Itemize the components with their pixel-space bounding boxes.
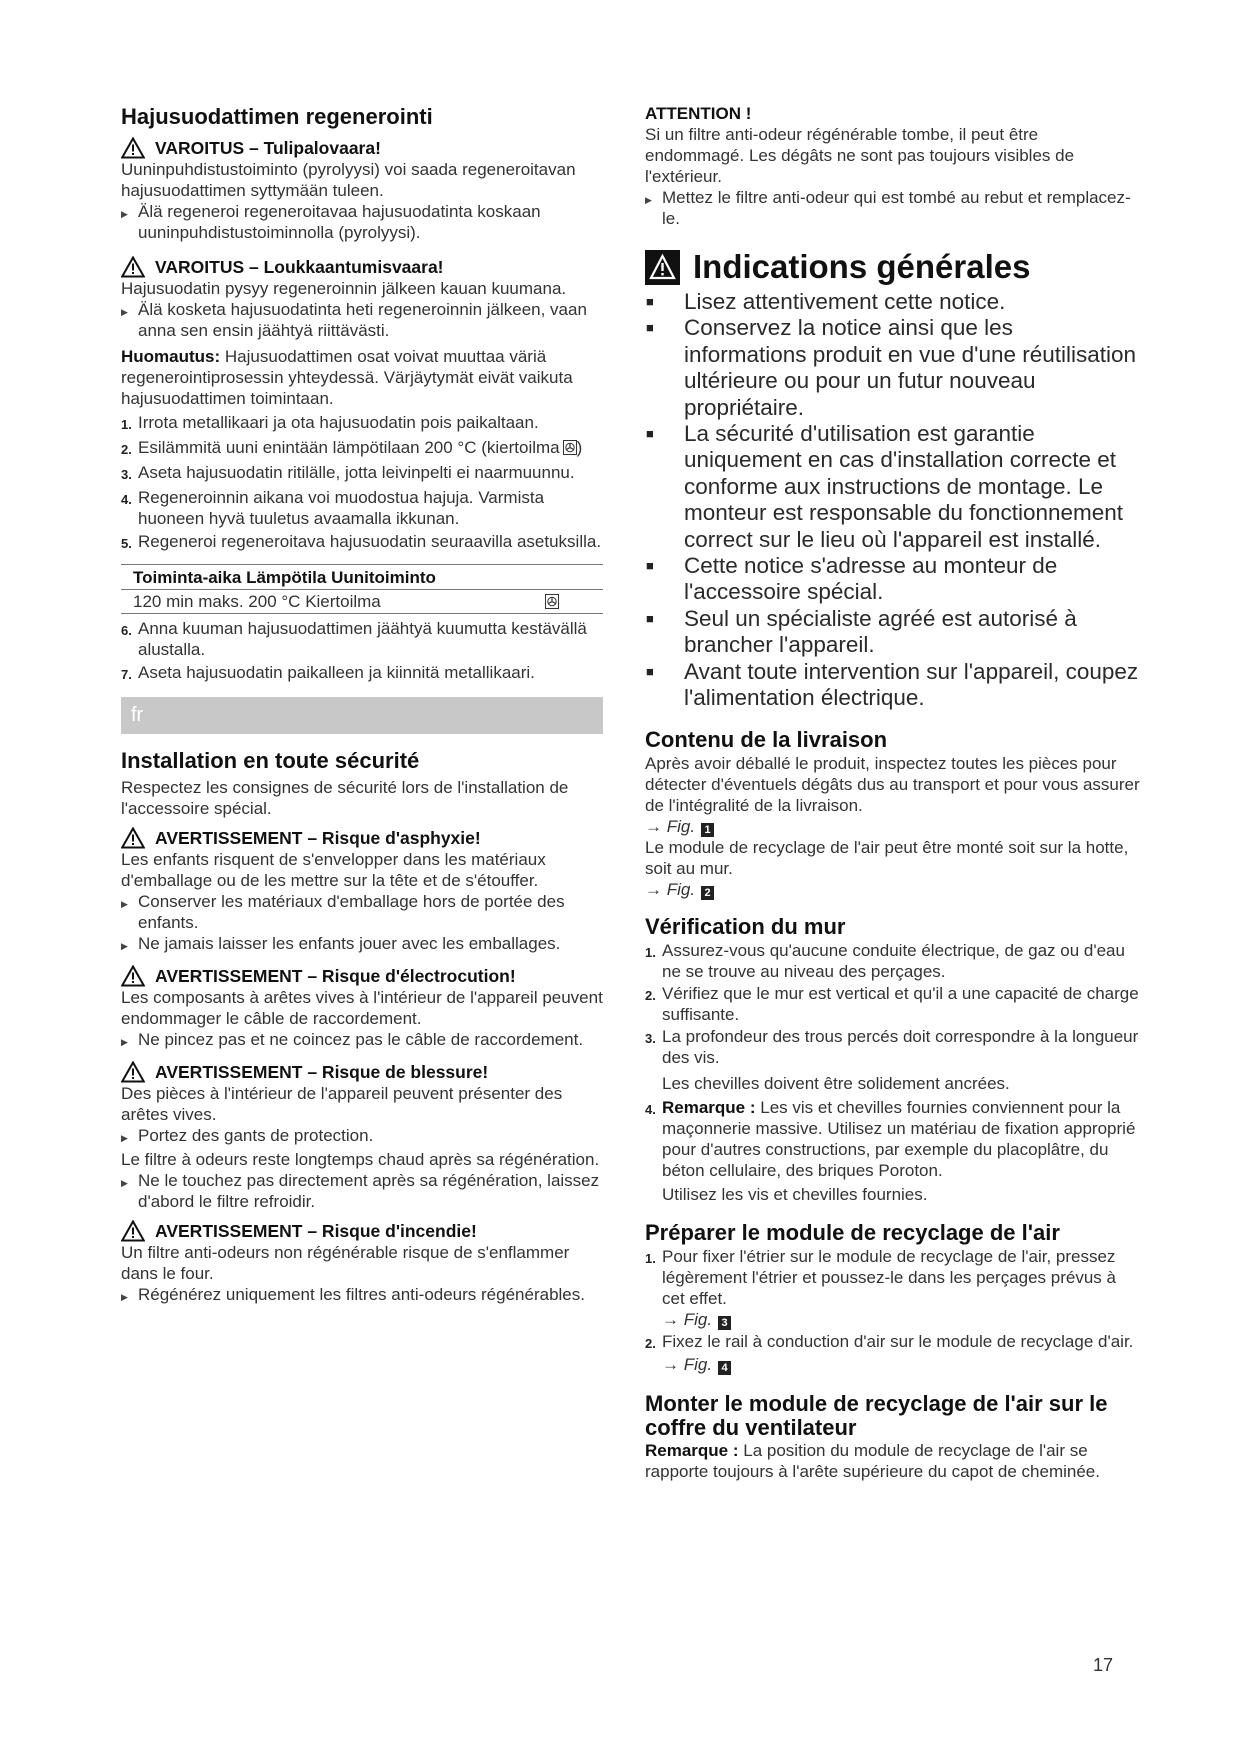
step-text: Fixez le rail à conduction d'air sur le module de recyclage d'air. (662, 1331, 1134, 1351)
bullet-item (121, 1029, 603, 1053)
list-item-text: Avant toute intervention sur l'appareil, coupez l'alimentation électrique. (684, 658, 1139, 711)
section-heading-installation: Installation en toute sécurité (121, 748, 420, 773)
step-item (121, 462, 603, 485)
right-column (645, 103, 1140, 1482)
bullet-text: Mettez le filtre anti-odeur qui est tombé au rebut et remplacez-le. (662, 188, 1131, 228)
bullet-arrow-icon: ▶ (121, 899, 128, 909)
warning-text: Les composants à arêtes vives à l'intérieur de l'appareil peuvent endommager le câble de raccordement. (121, 988, 603, 1028)
step-number: 3. (121, 467, 132, 482)
left-column (121, 103, 603, 1308)
section-heading-regeneration: Hajusuodattimen regenerointi (121, 104, 433, 129)
fan-mode-icon (563, 440, 577, 455)
step-text: Vérifiez que le mur est vertical et qu'il a une capacité de charge suffisante. (662, 983, 1139, 1024)
square-bullet-icon: ■ (646, 663, 654, 679)
step-item (645, 1331, 1140, 1354)
square-bullet-icon: ■ (646, 294, 654, 309)
bullet-item (121, 201, 603, 243)
step-text-wrap (138, 437, 582, 460)
step-item (121, 662, 603, 685)
step-number: 4. (645, 1101, 656, 1117)
note-text: Hajusuodattimen osat voivat muuttaa väriä regenerointiprosessin yhteydessä. Värjäytymät eivät vaikuta hajusuodattimen toimintaan. (121, 347, 573, 408)
step-text: Assurez-vous qu'aucune conduite électrique, de gaz ou d'eau ne se trouve au niveau des perçages. (662, 940, 1125, 981)
list-item-text: La sécurité d'utilisation est garantie uniquement en cas d'installation correcte et conforme aux instructions de montage. Le monteur est responsable du fonctionnement correct sur le lieu où l'appareil est installé. (684, 421, 1124, 552)
warning-text: Des pièces à l'intérieur de l'appareil peuvent présenter des arêtes vives. (121, 1084, 563, 1124)
page-number: 17 (1093, 1655, 1114, 1675)
indications-heading (645, 247, 1140, 287)
warning-box-icon (645, 250, 680, 285)
list-item (645, 553, 1140, 606)
warning-title-fire (121, 137, 603, 159)
step-number: 1. (121, 417, 132, 432)
figure-ref-text: → Fig. (662, 1354, 713, 1374)
install-intro: Respectez les consignes de sécurité lors de l'installation de l'accessoire spécial. (121, 778, 569, 818)
bullet-arrow-icon: ▶ (121, 1037, 128, 1047)
square-bullet-icon: ■ (646, 320, 654, 336)
step-item (645, 1246, 1140, 1309)
warning-triangle-icon (121, 256, 145, 278)
step-number: 4. (121, 492, 132, 507)
table-header (121, 565, 603, 590)
bullet-item (121, 933, 603, 957)
step-text: Regeneroi regeneroitava hajusuodatin seuraavilla asetuksilla. (138, 532, 602, 551)
step-item (121, 437, 603, 460)
step-text-suffix: ) (576, 438, 583, 457)
step-text: Aseta hajusuodatin paikalleen ja kiinnitä metallikaari. (138, 663, 535, 682)
figure-number-badge: 2 (701, 886, 714, 900)
indications-list (645, 289, 1140, 712)
step-number: 1. (645, 944, 656, 960)
list-item (645, 289, 1140, 315)
step-item (121, 618, 603, 660)
warning-title-text: AVERTISSEMENT – Risque de blessure! (155, 1062, 489, 1082)
warning-text: Un filtre anti-odeurs non régénérable risque de s'enflammer dans le four. (121, 1243, 570, 1283)
list-item (645, 659, 1140, 712)
figure-reference (645, 1309, 1140, 1330)
bullet-item (645, 187, 1140, 229)
bullet-text: Ne jamais laisser les enfants jouer avec les emballages. (138, 934, 561, 953)
bullet-arrow-icon: ▶ (121, 307, 128, 317)
list-item-text: Seul un spécialiste agréé est autorisé à brancher l'appareil. (684, 605, 1077, 658)
step-number: 1. (645, 1250, 656, 1266)
step-item (645, 983, 1140, 1025)
step-item (645, 940, 1140, 982)
step-text: Anna kuuman hajusuodattimen jäähtyä kuumutta kestävällä alustalla. (138, 619, 587, 659)
list-item-text: Conservez la notice ainsi que les informations produit en vue d'une réutilisation ultérieure ou pour un futur nouveau propriétaire. (684, 315, 1137, 420)
bullet-arrow-icon: ▶ (121, 1133, 128, 1143)
step-number: 2. (121, 442, 132, 457)
contenu-text: Après avoir déballé le produit, inspectez toutes les pièces pour détecter d'éventuels dégâts dus au transport et pour vous assurer de l'intégralité de la livraison. (645, 753, 1140, 815)
step-number: 3. (645, 1030, 656, 1046)
figure-number-badge: 4 (718, 1361, 731, 1375)
step-number: 6. (121, 623, 132, 638)
settings-table (121, 564, 603, 614)
step-number: 2. (645, 1335, 656, 1351)
section-heading-contenu: Contenu de la livraison (645, 726, 888, 752)
warning-triangle-icon (121, 827, 145, 849)
figure-ref-text: → Fig. (645, 879, 696, 899)
step-text: Aseta hajusuodatin ritilälle, jotta leivinpelti ei naarmuunnu. (138, 463, 575, 482)
attention-title: ATTENTION ! (645, 104, 752, 123)
bullet-item (121, 1125, 603, 1149)
figure-number-badge: 1 (701, 823, 714, 837)
step-note: Utilisez les vis et chevilles fournies. (662, 1184, 928, 1204)
step-item (121, 412, 603, 435)
warning-title-fire-fr (121, 1220, 603, 1242)
warning-triangle-icon (121, 965, 145, 987)
fan-mode-icon (545, 594, 559, 609)
bullet-text: Älä kosketa hajusuodatinta heti regeneroinnin jälkeen, vaan anna sen ensin jäähtyä riittävästi. (138, 300, 587, 340)
bullet-arrow-icon: ▶ (645, 195, 652, 205)
table-header-duration: Toiminta-aika (133, 568, 242, 587)
bullet-text: Ne le touchez pas directement après sa régénération, laissez d'abord le filtre refroidir. (138, 1171, 600, 1211)
square-bullet-icon: ■ (646, 558, 654, 574)
square-bullet-icon: ■ (646, 426, 654, 442)
step-text-wrap (662, 1097, 1140, 1181)
step-item (645, 1026, 1140, 1068)
bullet-text: Älä regeneroi regeneroitavaa hajusuodatinta koskaan uuninpuhdistustoiminnolla (pyrolyysi). (138, 202, 541, 242)
warning-text: Hajusuodatin pysyy regeneroinnin jälkeen kauan kuumana. (121, 279, 567, 298)
figure-number-badge: 3 (718, 1316, 731, 1330)
step-number: 2. (645, 987, 656, 1003)
warning-title-injury (121, 256, 603, 278)
section-heading-monter: Monter le module de recyclage de l'air sur le coffre du ventilateur (645, 1390, 1108, 1440)
attention-text: Si un filtre anti-odeur régénérable tombe, il peut être endommagé. Les dégâts ne sont pas toujours visibles de l'extérieur. (645, 125, 1075, 186)
list-item (645, 421, 1140, 553)
bullet-text: Ne pincez pas et ne coincez pas le câble de raccordement. (138, 1030, 584, 1049)
step-item (121, 531, 603, 554)
figure-reference (645, 1354, 1140, 1375)
bullet-item (121, 1284, 603, 1308)
bullet-item (121, 891, 603, 933)
table-header-temp: Lämpötila (246, 568, 327, 587)
step-note: Les chevilles doivent être solidement ancrées. (662, 1073, 1010, 1093)
prep-steps (645, 1246, 1140, 1375)
warning-title-injury-fr (121, 1061, 603, 1083)
step-number: 5. (121, 536, 132, 551)
step-item (645, 1097, 1140, 1181)
table-header-mode: Uunitoiminto (331, 568, 436, 587)
step-text: La profondeur des trous percés doit correspondre à la longueur des vis. (662, 1026, 1139, 1067)
step-number: 7. (121, 667, 132, 682)
language-tag-bar (121, 697, 603, 734)
list-item-text: Lisez attentivement cette notice. (684, 289, 1006, 314)
bullet-text: Portez des gants de protection. (138, 1126, 374, 1145)
step-item (121, 487, 603, 529)
warning-title-electrocution (121, 965, 603, 987)
warning-title-text: AVERTISSEMENT – Risque d'asphyxie! (155, 828, 481, 848)
warning-triangle-icon (121, 1220, 145, 1242)
bullet-text: Régénérez uniquement les filtres anti-odeurs régénérables. (138, 1285, 585, 1304)
steps-list (121, 412, 603, 554)
figure-reference (645, 879, 1140, 900)
list-item (645, 606, 1140, 659)
warning-title-text: AVERTISSEMENT – Risque d'incendie! (155, 1221, 477, 1241)
bullet-arrow-icon: ▶ (121, 209, 128, 219)
step-text: Irrota metallikaari ja ota hajusuodatin pois paikaltaan. (138, 413, 539, 432)
step-text: Regeneroinnin aikana voi muodostua hajuja. Varmista huoneen hyvä tuuletus avaamalla ikkunan. (138, 488, 545, 528)
note-paragraph (121, 346, 603, 409)
bullet-arrow-icon: ▶ (121, 1292, 128, 1302)
table-header-row (121, 565, 603, 590)
square-bullet-icon: ■ (646, 610, 654, 626)
figure-ref-text: → Fig. (662, 1309, 713, 1329)
warning-title-text: VAROITUS – Loukkaantumisvaara! (155, 257, 444, 277)
warning-title-text: VAROITUS – Tulipalovaara! (155, 138, 381, 158)
bullet-arrow-icon: ▶ (121, 1178, 128, 1188)
bullet-text: Conserver les matériaux d'emballage hors de portée des enfants. (138, 892, 565, 932)
table-cell-duration: 120 min (133, 592, 194, 611)
figure-ref-text: → Fig. (645, 816, 696, 836)
remark-label: Remarque : (662, 1097, 756, 1117)
figure-reference (645, 816, 1140, 837)
list-item (645, 315, 1140, 421)
warning-triangle-icon (121, 137, 145, 159)
contenu-text-2: Le module de recyclage de l'air peut être monté soit sur la hotte, soit au mur. (645, 837, 1129, 878)
language-tag: fr (131, 704, 144, 726)
monter-remark (645, 1440, 1140, 1482)
remark-text: La position du module de recyclage de l'air se rapporte toujours à l'arête supérieure du capot de cheminée. (645, 1440, 1100, 1481)
note-label: Huomautus: (121, 347, 221, 366)
warning-text: Les enfants risquent de s'envelopper dans les matériaux d'emballage ou de les mettre sur la tête et de s'étouffer. (121, 850, 546, 890)
step-text: Les vis et chevilles fournies conviennent pour la maçonnerie massive. Utilisez un matériau de fixation approprié pour d'autres constructions, par exemple du placoplâtre, du béton cellulaire, des briques Poroton. (662, 1097, 1136, 1180)
list-item-text: Cette notice s'adresse au monteur de l'accessoire spécial. (684, 553, 1058, 605)
warning-title-text: AVERTISSEMENT – Risque d'électrocution! (155, 966, 516, 986)
indications-heading-text: Indications générales (693, 248, 1031, 285)
table-row (121, 590, 603, 614)
remark-label: Remarque : (645, 1440, 739, 1460)
bullet-arrow-icon: ▶ (121, 941, 128, 951)
warning-text: Le filtre à odeurs reste longtemps chaud après sa régénération. (121, 1150, 600, 1169)
section-heading-verification: Vérification du mur (645, 913, 846, 939)
verification-steps (645, 940, 1140, 1205)
warning-text: Uuninpuhdistustoiminto (pyrolyysi) voi saada regeneroitavan hajusuodattimen syttymään tuleen. (121, 160, 576, 200)
step-text: Pour fixer l'étrier sur le module de recyclage de l'air, pressez légèrement l'étrier et poussez-le dans les perçages prévus à cet effet. (662, 1246, 1116, 1308)
table-cell-temp: maks. 200 °C (198, 592, 301, 611)
steps-list (121, 618, 603, 685)
bullet-item (121, 1170, 603, 1212)
bullet-item (121, 299, 603, 341)
step-text: Esilämmitä uuni enintään lämpötilaan 200 °C (kiertoilma (138, 438, 560, 457)
section-heading-preparer: Préparer le module de recyclage de l'air (645, 1219, 1060, 1245)
warning-triangle-icon (121, 1061, 145, 1083)
table-cell (121, 590, 603, 614)
warning-title-asphyxia (121, 827, 603, 849)
table-cell-mode: Kiertoilma (305, 592, 381, 611)
